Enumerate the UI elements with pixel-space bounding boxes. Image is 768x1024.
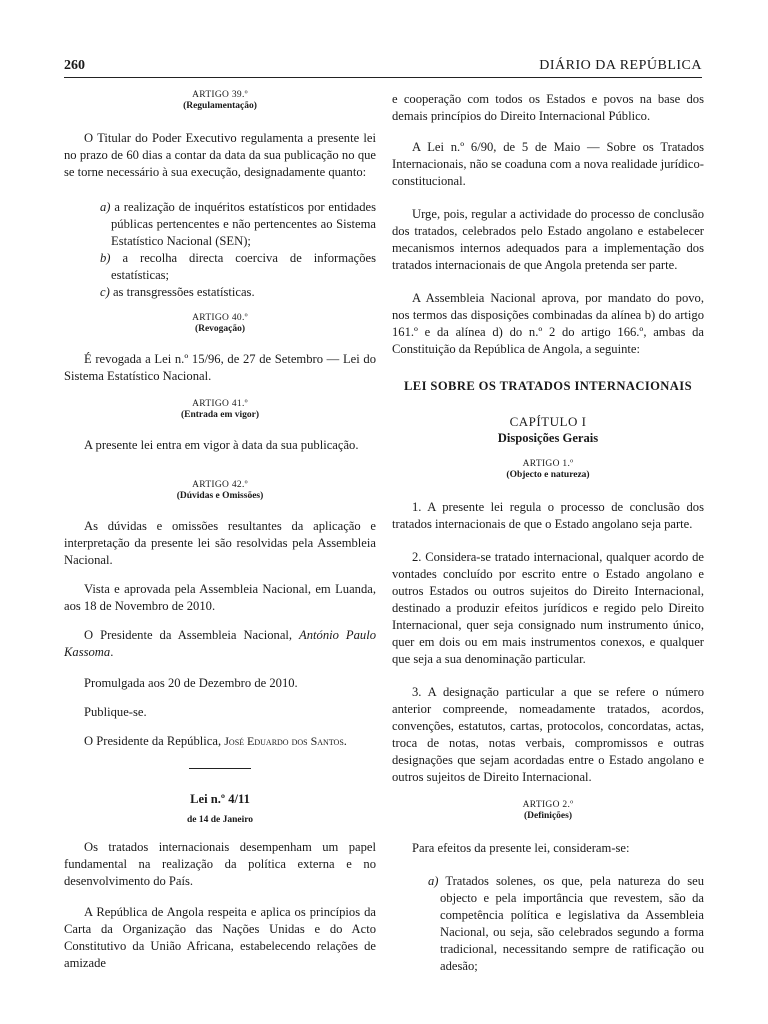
article-41-heading bbox=[64, 399, 376, 421]
promulgation-text: Promulgada aos 20 de Dezembro de 2010. bbox=[84, 676, 298, 690]
article-number: ARTIGO 40.º bbox=[192, 313, 248, 323]
article-title: (Entrada em vigor) bbox=[180, 410, 260, 420]
article-2-list bbox=[392, 873, 704, 975]
article-number: ARTIGO 39.º bbox=[192, 90, 248, 100]
article-title: (Objecto e natureza) bbox=[506, 470, 590, 480]
intro-paragraph: Os tratados internacionais desempenham um papel fundamental na realização da política externa e no desenvolvimento do País. bbox=[64, 840, 376, 888]
article-1-paragraph-1: 1. A presente lei regula o processo de conclusão dos tratados internacionais de que o Estado angolano seja parte. bbox=[392, 500, 704, 531]
article-42-heading bbox=[64, 480, 376, 502]
approval-text: Vista e aprovada pela Assembleia Nacional, em Luanda, aos 18 de Novembro de 2010. bbox=[64, 582, 376, 613]
header-rule bbox=[64, 77, 702, 78]
president-republic-name: José Eduardo dos Santos bbox=[224, 734, 344, 748]
list-item: b) a recolha directa coerciva de informações estatísticas; bbox=[100, 251, 376, 282]
journal-title: DIÁRIO DA REPÚBLICA bbox=[539, 58, 702, 73]
right-column bbox=[392, 91, 704, 975]
article-42-text: As dúvidas e omissões resultantes da aplicação e interpretação da presente lei são resolvidas pela Assembleia Nacional. bbox=[64, 519, 376, 567]
article-2-intro: Para efeitos da presente lei, consideram-se: bbox=[412, 841, 630, 855]
law-name: LEI SOBRE OS TRATADOS INTERNACIONAIS bbox=[403, 379, 693, 393]
article-title: (Regulamentação) bbox=[183, 101, 257, 111]
page-header bbox=[64, 58, 702, 76]
law-title: Lei n.º 4/11 bbox=[190, 792, 250, 806]
article-number: ARTIGO 2.º bbox=[522, 800, 574, 810]
article-39-list bbox=[64, 199, 376, 301]
chapter-title: Disposições Gerais bbox=[497, 431, 599, 445]
list-item: a) a realização de inquéritos estatísticos por entidades públicas pertencentes e não pertencentes ao Sistema Estatístico Nacional (SEN); bbox=[100, 200, 376, 248]
list-item: c) as transgressões estatísticas. bbox=[100, 285, 255, 299]
article-title: (Revogação) bbox=[194, 324, 246, 334]
article-41-text: A presente lei entra em vigor à data da sua publicação. bbox=[84, 438, 359, 452]
article-39-heading bbox=[64, 90, 376, 112]
list-item: a) Tratados solenes, os que, pela natureza do seu objecto e pela importância que revestem, são da competência política e legislativa da Assembleia Nacional, ou seja, são celebrados segundo a forma tradicional, necessitando sempre de ratificação ou adesão; bbox=[428, 874, 704, 973]
article-39-text: O Titular do Poder Executivo regulamenta a presente lei no prazo de 60 dias a contar da data da sua publicação no que se torne necessário à sua execução, designadamente quanto: bbox=[64, 131, 376, 179]
paragraph-lei-690: A Lei n.º 6/90, de 5 de Maio — Sobre os Tratados Internacionais, não se coaduna com a nova realidade jurídico-constitucional. bbox=[392, 140, 704, 188]
article-1-heading bbox=[392, 459, 704, 481]
paragraph-urge: Urge, pois, regular a actividade do processo de conclusão dos tratados, celebrados pelo Estado angolano e estabelecer mecanismos internos adequados para a implementação dos tratados internacionais de que Angola pretenda ser parte. bbox=[392, 207, 704, 272]
article-1-paragraph-3: 3. A designação particular a que se refere o número anterior compreende, nomeadamente tratados, acordos, convenções, estatutos, cartas, protocolos, concordatas, actas, troca de notas, notas verbais, compromissos e outras designações que sejam acordadas entre o Estado angolano e outros sujeitos de Direito Internacional. bbox=[392, 685, 704, 784]
president-assembly: O Presidente da Assembleia Nacional, António Paulo Kassoma. bbox=[64, 628, 376, 659]
article-number: ARTIGO 41.º bbox=[192, 399, 248, 409]
left-column bbox=[64, 90, 376, 972]
article-2-heading bbox=[392, 800, 704, 822]
article-1-paragraph-2: 2. Considera-se tratado internacional, qualquer acordo de vontades concluído por escrito entre o Estado angolano e outros Estados ou outros sujeitos do Direito Internacional, destinado a produzir efeitos jurídicos e regido pelo Direito Internacional, quer seja consignado num instrumento único, quer em dois ou em mais instrumentos conexos, e qualquer que seja a sua denominação particular. bbox=[392, 550, 704, 666]
president-assembly-name: António Paulo Kassoma bbox=[64, 628, 376, 659]
intro-paragraph: A República de Angola respeita e aplica os princípios da Carta da Organização das Nações Unidas e do Acto Constitutivo da União Africana, estabelecendo relações de amizade bbox=[64, 905, 376, 970]
article-number: ARTIGO 1.º bbox=[522, 459, 574, 469]
chapter-number: CAPÍTULO I bbox=[509, 414, 587, 429]
president-republic: O Presidente da República, José Eduardo dos Santos. bbox=[84, 734, 347, 748]
article-40-text: É revogada a Lei n.º 15/96, de 27 de Setembro — Lei do Sistema Estatístico Nacional. bbox=[64, 352, 376, 383]
law-date: de 14 de Janeiro bbox=[186, 815, 254, 825]
continued-paragraph: e cooperação com todos os Estados e povos na base dos demais princípios do Direito Internacional Público. bbox=[392, 92, 704, 123]
page-number: 260 bbox=[64, 58, 85, 73]
article-number: ARTIGO 42.º bbox=[192, 480, 248, 490]
article-title: (Definições) bbox=[523, 811, 572, 821]
publish-text: Publique-se. bbox=[84, 705, 147, 719]
article-title: (Dúvidas e Omissões) bbox=[176, 491, 264, 501]
paragraph-assembleia: A Assembleia Nacional aprova, por mandato do povo, nos termos das disposições combinadas da alínea b) do artigo 161.º e da alínea d) do n.º 2 do artigo 166.º, ambas da Constituição da República de Angola, a seguinte: bbox=[392, 291, 704, 356]
article-40-heading bbox=[64, 313, 376, 335]
